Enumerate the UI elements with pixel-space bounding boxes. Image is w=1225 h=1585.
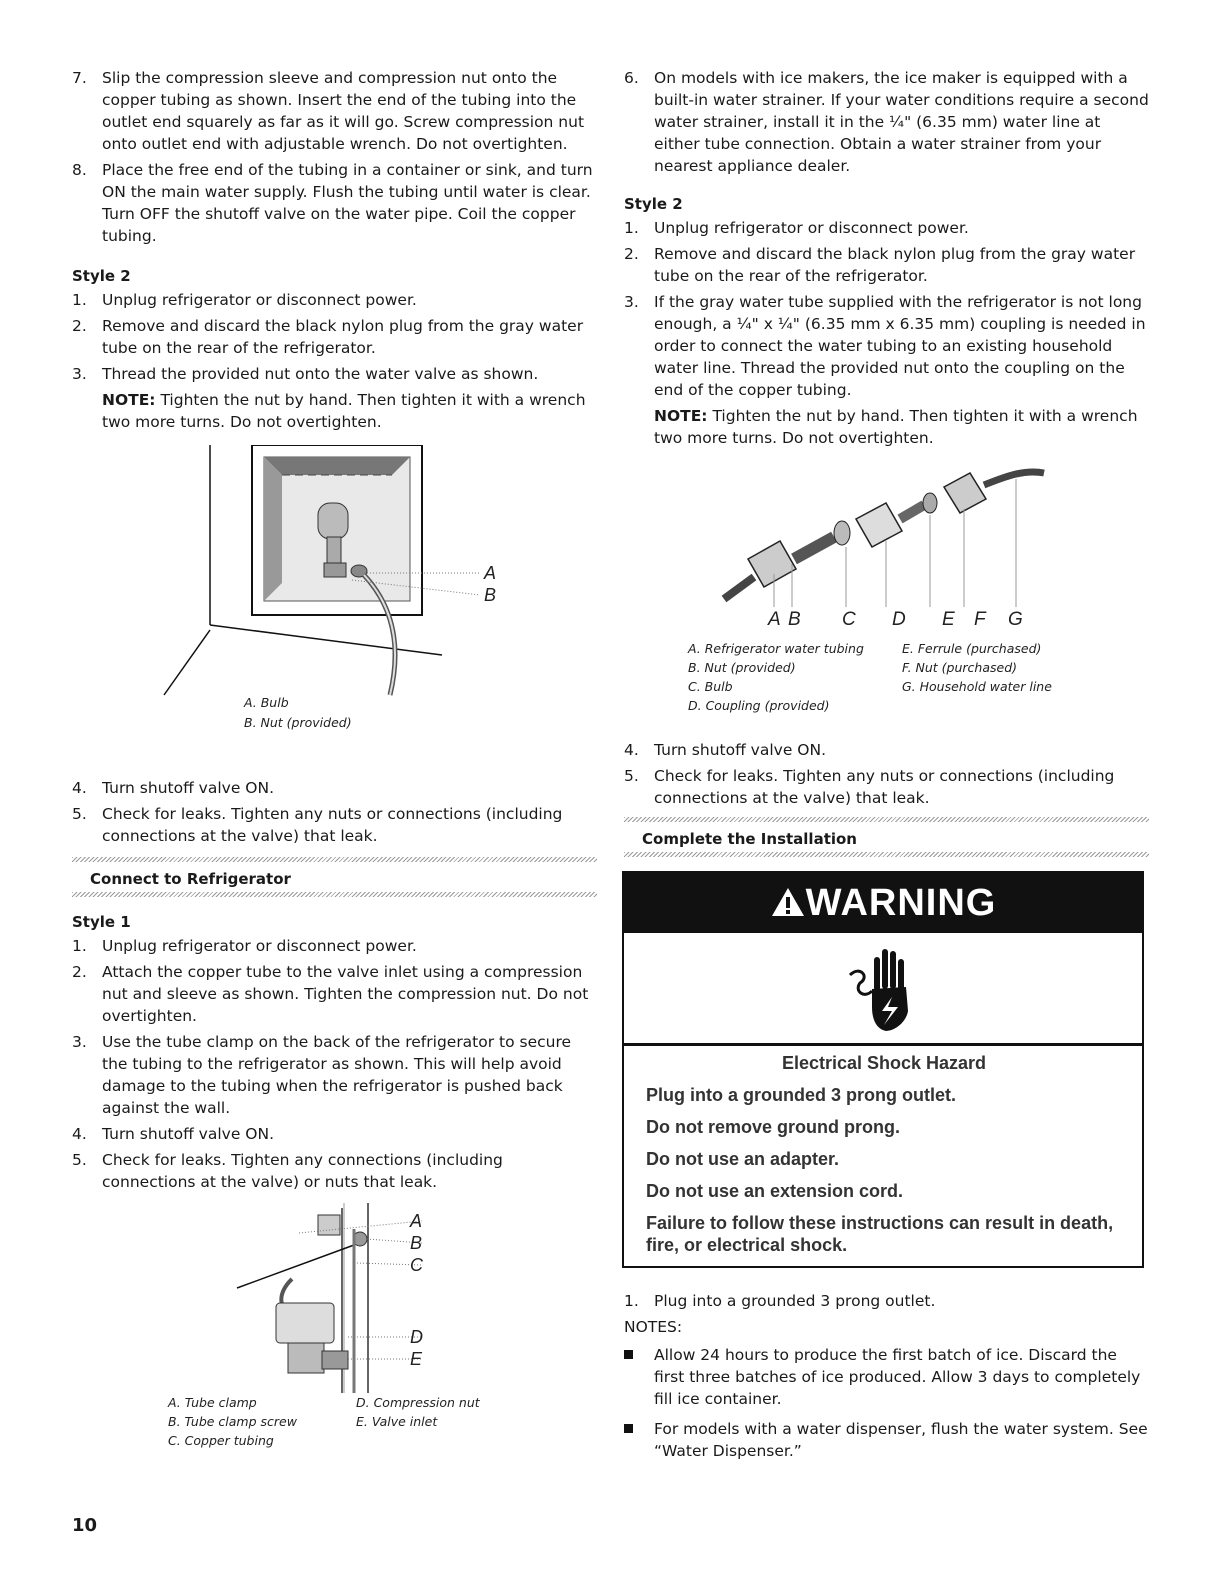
section-divider <box>624 852 1149 857</box>
warning-line: Do not use an adapter. <box>646 1149 840 1169</box>
water-valve-illustration <box>72 445 597 735</box>
step-text: Remove and discard the black nylon plug from the gray water tube on the rear of the refrigerator. <box>654 245 1136 285</box>
callout-g: G <box>1008 609 1023 629</box>
hazard-title: Electrical Shock Hazard <box>781 1053 987 1073</box>
step-text: Attach the copper tube to the valve inlet using a compression nut and sleeve as shown. Tighten the compression nut. Do not overtighten. <box>102 963 589 1025</box>
step-number: 7. <box>72 69 87 87</box>
style-2-heading: Style 2 <box>72 267 131 285</box>
warning-triangle-icon <box>770 886 806 918</box>
callout-d: D <box>410 1327 423 1347</box>
step-text: Check for leaks. Tighten any nuts or connections (including connections at the valve) that leak. <box>654 767 1115 807</box>
warning-body <box>624 1046 1142 1266</box>
page-number: 10 <box>72 1515 98 1536</box>
step-number: 8. <box>72 161 87 179</box>
callout-b: B <box>484 585 497 605</box>
step-number: 2. <box>72 317 87 335</box>
caption-d: D. Coupling (provided) <box>688 698 830 713</box>
style-2-heading: Style 2 <box>624 195 683 213</box>
caption-b: B. Nut (provided) <box>688 660 796 675</box>
tube-clamp-figure <box>72 1203 597 1448</box>
step <box>72 777 597 799</box>
step-number: 3. <box>72 1033 87 1051</box>
callout-f: F <box>974 609 986 629</box>
warning-line: Failure to follow these instructions can result in death, fire, or electrical shock. <box>646 1213 1114 1255</box>
coupling-figure <box>624 459 1149 739</box>
callout-e: E <box>410 1349 423 1369</box>
step-number: 4. <box>72 1125 87 1143</box>
note-label: NOTE: <box>102 391 156 409</box>
callout-b: B <box>410 1233 423 1253</box>
caption-d: D. Compression nut <box>356 1395 480 1410</box>
step-number: 5. <box>72 805 87 823</box>
callout-d: D <box>892 609 906 629</box>
step-text: Thread the provided nut onto the water valve as shown. <box>102 365 539 383</box>
note-item <box>624 1418 1149 1462</box>
step-number: 4. <box>72 779 87 797</box>
warning-header <box>624 873 1142 933</box>
step-text: Unplug refrigerator or disconnect power. <box>654 219 969 237</box>
step <box>624 243 1149 287</box>
step-text: Unplug refrigerator or disconnect power. <box>102 291 417 309</box>
section-header <box>72 857 597 897</box>
left-column <box>72 67 597 1448</box>
step <box>72 315 597 359</box>
warning-line: Plug into a grounded 3 prong outlet. <box>646 1085 956 1105</box>
section-divider <box>624 817 1149 822</box>
tube-clamp-illustration <box>72 1203 597 1393</box>
section-title: Complete the Installation <box>642 830 857 848</box>
callout-a: A <box>484 563 497 583</box>
step-8 <box>72 159 597 247</box>
step-text: Slip the compression sleeve and compression nut onto the copper tubing as shown. Insert the end of the tubing into the outlet end squarely as far as it will go. Screw compression nut onto outlet end with adjustable wrench. Do not overtighten. <box>102 69 585 153</box>
callout-c: C <box>842 609 856 629</box>
step <box>72 1123 597 1145</box>
caption-e: E. Valve inlet <box>356 1414 438 1429</box>
note-text: Tighten the nut by hand. Then tighten it with a wrench two more turns. Do not overtighten. <box>102 391 586 431</box>
step-number: 1. <box>624 1292 639 1310</box>
bullet-square-icon <box>624 1350 633 1359</box>
note-text: For models with a water dispenser, flush the water system. See “Water Dispenser.” <box>654 1420 1148 1460</box>
warning-title: WARNING <box>805 882 997 924</box>
warning-line: Do not remove ground prong. <box>646 1117 900 1137</box>
step-number: 4. <box>624 741 639 759</box>
caption-a: A. Tube clamp <box>168 1395 257 1410</box>
caption-c: C. Bulb <box>688 679 733 694</box>
note-text: Allow 24 hours to produce the first batch of ice. Discard the first three batches of ice produced. Allow 3 days to completely fill ice container. <box>654 1346 1141 1408</box>
bullet-square-icon <box>624 1424 633 1433</box>
step <box>72 1149 597 1193</box>
style-1-heading: Style 1 <box>72 913 131 931</box>
step <box>72 961 597 1027</box>
step <box>72 803 597 847</box>
note <box>102 389 597 433</box>
step-number: 3. <box>72 365 87 383</box>
water-valve-figure <box>72 445 597 777</box>
callout-a: A <box>410 1211 423 1231</box>
step-number: 2. <box>72 963 87 981</box>
step-text: Remove and discard the black nylon plug from the gray water tube on the rear of the refrigerator. <box>102 317 584 357</box>
caption-e: E. Ferrule (purchased) <box>902 641 1042 656</box>
step <box>72 289 597 311</box>
step-number: 2. <box>624 245 639 263</box>
step-text: Use the tube clamp on the back of the refrigerator to secure the tubing to the refrigerator as shown. This will help avoid damage to the tubing when the refrigerator is pushed back against the wall. <box>102 1033 572 1117</box>
step <box>624 217 1149 239</box>
warning-line: Do not use an extension cord. <box>646 1181 904 1201</box>
note-item <box>624 1344 1149 1410</box>
step <box>72 1031 597 1119</box>
caption-b: B. Tube clamp screw <box>168 1414 297 1429</box>
callout-e: E <box>942 609 955 629</box>
section-header <box>624 817 1149 857</box>
step-text: Check for leaks. Tighten any nuts or connections (including connections at the valve) that leak. <box>102 805 563 845</box>
step-text: Place the free end of the tubing in a container or sink, and turn ON the main water supply. Flush the tubing until water is clear. Turn OFF the shutoff valve on the water pipe. Coil the copper tubing. <box>102 161 593 245</box>
caption-f: F. Nut (purchased) <box>902 660 1018 675</box>
step-number: 1. <box>72 291 87 309</box>
electrical-shock-hand-icon <box>846 941 926 1037</box>
section-divider <box>72 892 597 897</box>
section-divider <box>72 857 597 862</box>
note-label: NOTE: <box>654 407 708 425</box>
step-number: 5. <box>72 1151 87 1169</box>
warning-box <box>622 871 1144 1268</box>
callout-c: C <box>410 1255 423 1275</box>
step <box>72 363 597 433</box>
step-7 <box>72 67 597 155</box>
step-text: Turn shutoff valve ON. <box>102 779 275 797</box>
caption-a: A. Refrigerator water tubing <box>688 641 864 656</box>
caption-b: B. Nut (provided) <box>244 715 352 730</box>
step-text: Turn shutoff valve ON. <box>102 1125 275 1143</box>
step-text: Check for leaks. Tighten any connections (including connections at the valve) or nuts that leak. <box>102 1151 503 1191</box>
right-column <box>624 67 1149 1470</box>
step-text: Unplug refrigerator or disconnect power. <box>102 937 417 955</box>
step-6 <box>624 67 1149 177</box>
step-text: If the gray water tube supplied with the refrigerator is not long enough, a ¼" x ¼" (6.35 mm x 6.35 mm) coupling is needed in order to connect the water tubing to an existing household water line. Thread the provided nut onto the coupling on the end of the copper tubing. <box>654 293 1146 399</box>
caption-c: C. Copper tubing <box>168 1433 274 1448</box>
step-number: 6. <box>624 69 639 87</box>
callout-a: A <box>768 609 781 629</box>
step-number: 1. <box>72 937 87 955</box>
step-number: 1. <box>624 219 639 237</box>
step <box>72 935 597 957</box>
step <box>624 765 1149 809</box>
step <box>624 739 1149 761</box>
step <box>624 291 1149 449</box>
shock-hazard-area <box>624 933 1142 1046</box>
step-text: On models with ice makers, the ice maker is equipped with a built-in water strainer. If your water conditions require a second water strainer, install it in the ¼" (6.35 mm) water line at either tube connection. Obtain a water strainer from your nearest appliance dealer. <box>654 69 1149 175</box>
caption-a: A. Bulb <box>244 695 289 710</box>
step-number: 3. <box>624 293 639 311</box>
caption-g: G. Household water line <box>902 679 1052 694</box>
callout-b: B <box>788 609 801 629</box>
coupling-illustration <box>624 459 1149 629</box>
step-number: 5. <box>624 767 639 785</box>
note <box>654 405 1149 449</box>
step-text: Turn shutoff valve ON. <box>654 741 827 759</box>
notes-label: NOTES: <box>624 1318 683 1336</box>
step-text: Plug into a grounded 3 prong outlet. <box>654 1292 936 1310</box>
section-title: Connect to Refrigerator <box>90 870 291 888</box>
step <box>624 1290 1149 1312</box>
note-text: Tighten the nut by hand. Then tighten it with a wrench two more turns. Do not overtighten. <box>654 407 1138 447</box>
